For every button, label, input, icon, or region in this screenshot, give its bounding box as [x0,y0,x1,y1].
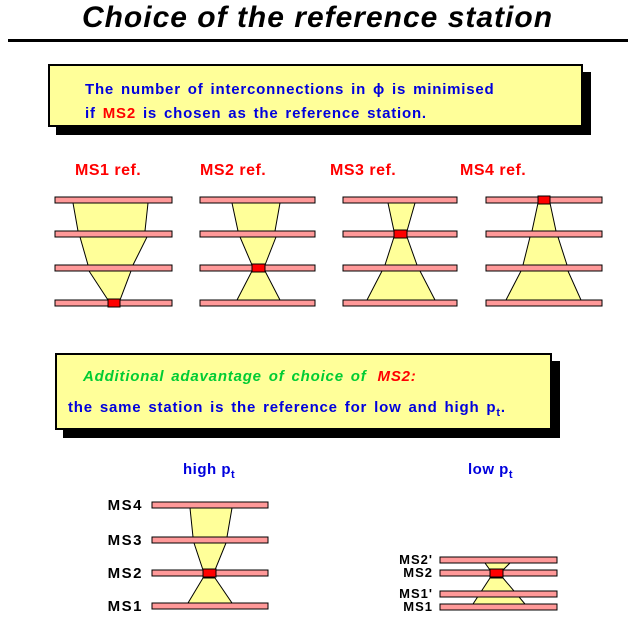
highpt-reference-marker [203,569,216,577]
ms3ref-cone-top [388,203,415,231]
note1-line2-suffix: is chosen as the reference station. [135,105,427,122]
lowpt-bar-ms1 [440,604,557,610]
station-label-ms1: MS1 [107,598,143,615]
ms1ref-reference-marker [108,299,120,307]
note2-line1-prefix: Additional adavantage of choice of [83,368,374,385]
ms4ref-cone-mid [523,237,567,265]
label-ms2-ref: MS2 ref. [200,162,267,179]
ms2ref-cone-bottom [237,271,280,300]
ms4ref-cone-top [532,203,556,231]
lowpt-bar-ms1p [440,591,557,597]
low-pt-label [468,461,513,481]
note2-line2-suffix: . [500,399,506,416]
note-additional-advantage [55,353,552,430]
ms4ref-bar-ms3 [486,231,602,237]
note1-line2-prefix: if [85,105,103,122]
ms3ref-bar-ms4 [343,197,457,203]
highpt-cone-bottom [188,578,232,603]
station-label-ms2: MS2 [107,565,143,582]
highpt-bar-ms4 [152,502,268,508]
top-diagrams [40,190,615,320]
ms4ref-reference-marker [538,196,550,204]
low-pt-diagram [438,552,565,622]
highpt-bar-ms3 [152,537,268,543]
ms1ref-bar-ms2 [55,265,172,271]
high-pt-text: high p [183,461,231,478]
label-ms4-ref: MS4 ref. [460,162,527,179]
note1-line1: The number of interconnections in ϕ is minimised [85,81,495,98]
high-pt-label [183,461,235,481]
high-pt-subscript: t [231,469,236,481]
ms3ref-reference-marker [394,230,407,238]
note-interconnections [48,64,583,127]
ms2ref-cone-top [232,203,280,231]
ms3ref-cone-mid [385,237,417,265]
highpt-cone-top [190,508,232,537]
station-label-ms2p: MS2' [399,552,433,567]
station-label-ms1b: MS1 [403,599,433,614]
ms4ref-cone-bottom [506,271,581,300]
station-label-ms1p: MS1' [399,586,433,601]
note2-line1 [83,368,417,385]
ms2ref-bar-ms4 [200,197,315,203]
ms3ref-cone-bottom [367,271,435,300]
title-underline [8,39,628,42]
ms4ref-bar-ms1 [486,300,602,306]
label-ms3-ref: MS3 ref. [330,162,397,179]
highpt-bar-ms1 [152,603,268,609]
low-pt-text: low p [468,461,509,478]
highpt-cone-mid [194,543,226,570]
note2-line2 [68,399,506,419]
station-label-ms2b: MS2 [403,565,433,580]
lowpt-reference-marker [490,569,503,577]
ms2ref-bar-ms1 [200,300,315,306]
page-title: Choice of the reference station [81,1,554,34]
low-pt-subscript: t [508,469,513,481]
ms1ref-cone [73,203,148,300]
ms2ref-reference-marker [252,264,265,272]
ms1ref-bar-ms3 [55,231,172,237]
note2-line2-prefix: the same station is the reference for low and high p [68,399,497,416]
station-label-ms3: MS3 [107,532,143,549]
ms2ref-cone-mid [240,237,276,265]
ms2-highlight-2: MS2: [377,368,417,385]
label-ms1-ref: MS1 ref. [75,162,142,179]
lowpt-bar-ms2p [440,557,557,563]
note1-line2 [85,105,427,122]
pt-subscript-note: t [496,407,501,419]
high-pt-diagram [145,495,280,620]
ms2ref-bar-ms3 [200,231,315,237]
ms2-highlight: MS2 [102,105,136,122]
station-label-ms4: MS4 [107,497,143,514]
ms3ref-bar-ms2 [343,265,457,271]
ms1ref-bar-ms4 [55,197,172,203]
ms4ref-bar-ms2 [486,265,602,271]
ms3ref-bar-ms1 [343,300,457,306]
